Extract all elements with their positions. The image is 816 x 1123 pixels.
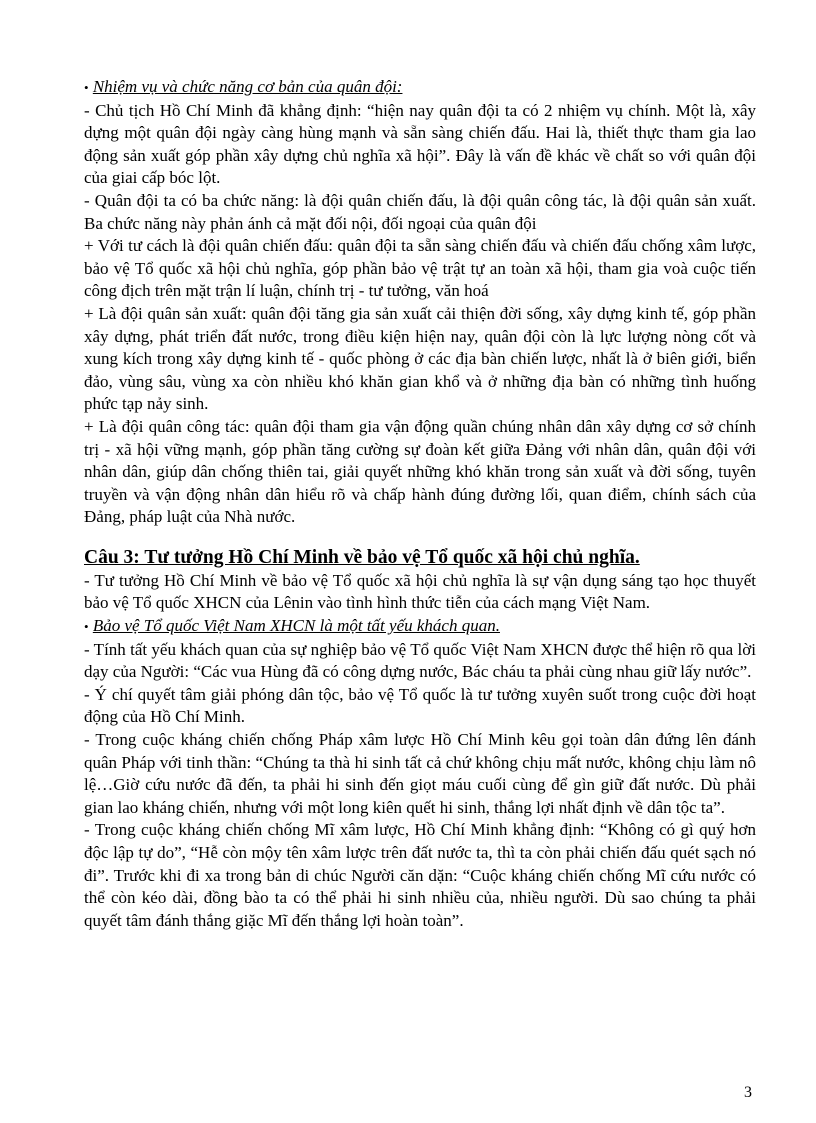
paragraph: - Quân đội ta có ba chức năng: là đội quân chiến đấu, là đội quân công tác, là đội quân sản xuất. Ba chức năng này phản ánh cả mặt đối nội, đối ngoại của quân đội: [84, 190, 756, 233]
paragraph: - Chủ tịch Hồ Chí Minh đã khẳng định: “hiện nay quân đội ta có 2 nhiệm vụ chính. Một là, xây dựng một quân đội ngày càng hùng mạnh và sẵn sàng chiến đấu. Hai là, thiết thực tham gia lao động sản xuất góp phần xây dựng chủ nghĩa xã hội”. Đây là vấn đề khác về chất so với quân đội của giai cấp bóc lột.: [84, 100, 756, 188]
paragraph: - Tư tưởng Hồ Chí Minh về bảo vệ Tổ quốc xã hội chủ nghĩa là sự vận dụng sáng tạo học thuyết bảo vệ Tổ quốc XHCN của Lênin vào tình hình thức tiễn của cách mạng Việt Nam.: [84, 570, 756, 613]
paragraph: - Trong cuộc kháng chiến chống Mĩ xâm lược, Hồ Chí Minh khẳng định: “Không có gì quý hơn độc lập tự do”, “Hễ còn mộy tên xâm lược trên đất nước ta, thì ta còn phải chiến đấu quét sạch nó đi”. Trước khi đi xa trong bản di chúc Người căn dặn: “Cuộc kháng chiến chống Mĩ cứu nước có thể còn kéo dài, đồng bào ta có thể phải hi sinh nhiều của, nhiều người. Dù sao chúng ta phải quyết tâm đánh thắng giặc Mĩ đến thắng lợi hoàn toàn”.: [84, 820, 756, 930]
paragraph: + Là đội quân sản xuất: quân đội tăng gia sản xuất cải thiện đời sống, xây dựng kinh tế, góp phần xây dựng, phát triển đất nước, trong điều kiện hiện nay, quân đội còn là lực lượng nòng cốt và xung kích trong xây dựng kinh tế - quốc phòng ở các địa bàn chiến lược, nhất là ở biên giới, biển đảo, vùng sâu, vùng xa còn nhiều khó khăn gian khổ và ở những địa bàn có những tình huống phức tạp nảy sinh.: [84, 303, 756, 414]
paragraph: + Là đội quân công tác: quân đội tham gia vận động quần chúng nhân dân xây dựng cơ sở chính trị - xã hội vững mạnh, góp phần tăng cường sự đoàn kết giữa Đảng với nhân dân, quân đội với nhân dân, giúp dân chống thiên tai, giải quyết những khó khăn trong sản xuất và đời sống, tuyên truyền và vận động nhân dân hiểu rõ và chấp hành đúng đường lối, quan điểm, chính sách của Đảng, pháp luật của Nhà nước.: [84, 416, 756, 527]
bullet-marker: •: [84, 619, 89, 635]
paragraph: - Ý chí quyết tâm giải phóng dân tộc, bảo vệ Tổ quốc là tư tưởng xuyên suốt trong cuộc đời hoạt động của Hồ Chí Minh.: [84, 684, 756, 727]
section-heading-text: Nhiệm vụ và chức năng cơ bản của quân đội:: [92, 77, 403, 96]
subsection-heading: [84, 615, 756, 639]
bullet-marker: •: [84, 80, 89, 95]
question-title: Câu 3: Tư tưởng Hồ Chí Minh về bảo vệ Tổ quốc xã hội chủ nghĩa.: [84, 546, 640, 568]
page-number: 3: [744, 1084, 752, 1101]
section-heading: [84, 76, 756, 100]
paragraph: + Với tư cách là đội quân chiến đấu: quân đội ta sẵn sàng chiến đấu và chiến đấu chống xâm lược, bảo vệ Tổ quốc xã hội chủ nghĩa, góp phần bảo vệ trật tự an toàn xã hội, tham gia voà cuộc tiến công địch trên mặt trận lí luận, chính trị - tư tưởng, văn hoá: [84, 236, 756, 301]
subsection-heading-text: Bảo vệ Tổ quốc Việt Nam XHCN là một tất yếu khách quan.: [92, 616, 500, 636]
document-body: [84, 76, 756, 932]
paragraph: - Tính tất yếu khách quan của sự nghiệp bảo vệ Tổ quốc Việt Nam XHCN được thể hiện rõ qua lời dạy của Người: “Các vua Hùng đã có công dựng nước, Bác cháu ta phải cùng nhau giữ lấy nước”.: [84, 639, 756, 682]
paragraph: - Trong cuộc kháng chiến chống Pháp xâm lược Hồ Chí Minh kêu gọi toàn dân đứng lên đánh quân Pháp với tinh thần: “Chúng ta thà hi sinh tất cả chứ không chịu mất nước, không chịu làm nô lệ…Giờ cứu nước đã đến, ta phải hi sinh đến giọt máu cuối cùng để gìn giữ đất nước. Dù phải gian lao kháng chiến, nhưng với một long kiên quết hi sinh, thắng lợi nhất định về dân tộc ta”.: [84, 730, 756, 817]
